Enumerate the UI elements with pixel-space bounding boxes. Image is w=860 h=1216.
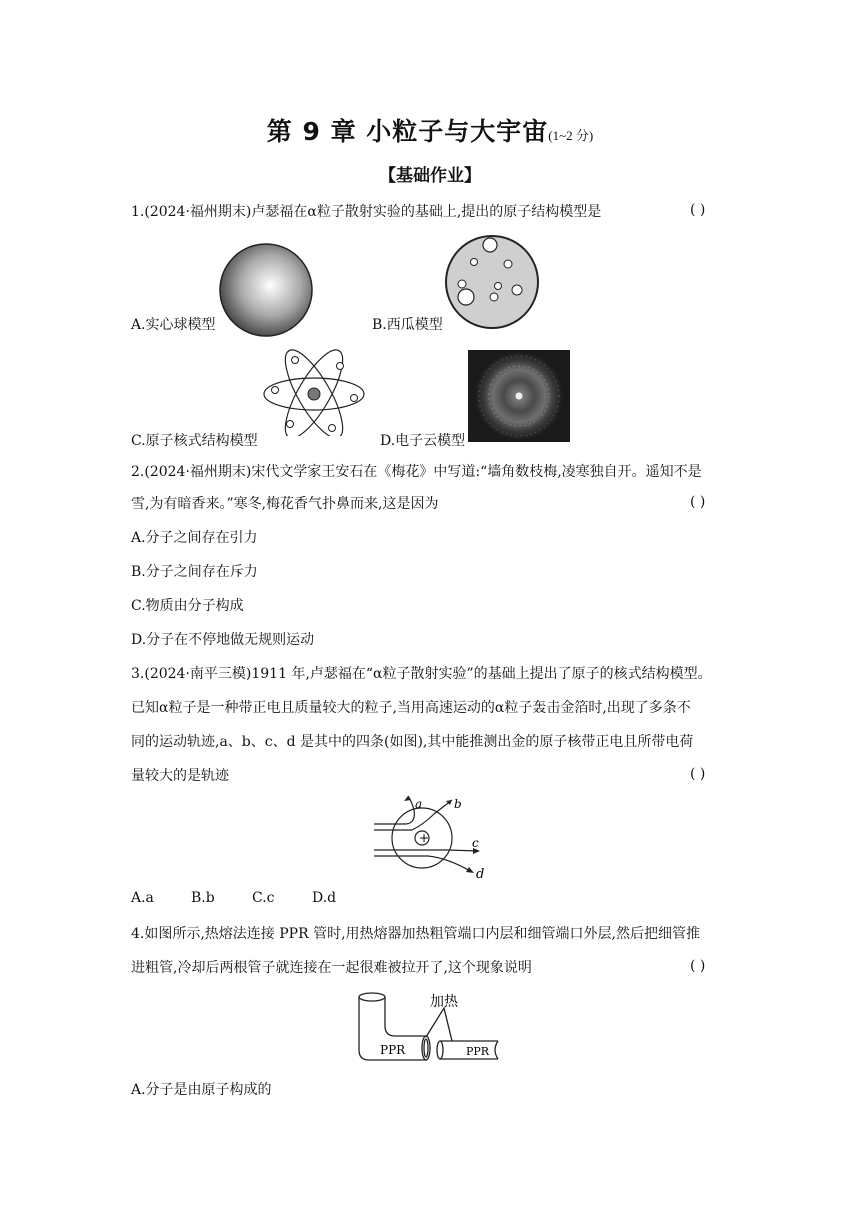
ppr-pipe-diagram bbox=[352, 988, 504, 1066]
q4-stem-line-2: 进粗管,冷却后两根管子就连接在一起很难被拉开了,这个现象说明 bbox=[131, 960, 532, 976]
alpha-scattering-diagram bbox=[368, 790, 498, 882]
q2-answer-blank: ( ) bbox=[690, 494, 706, 510]
q1-option-a: A.实心球模型 bbox=[131, 317, 216, 333]
q3-option-b: B.b bbox=[191, 890, 215, 906]
q1-stem: 1.(2024·福州期末)卢瑟福在α粒子散射实验的基础上,提出的原子结构模型是 bbox=[131, 204, 602, 220]
q1-answer-blank: ( ) bbox=[690, 202, 706, 218]
q3-option-c: C.c bbox=[252, 890, 275, 906]
heat-label: 加热 bbox=[430, 994, 458, 1010]
track-d-label: d bbox=[476, 867, 485, 882]
title-main: 第 9 章 小粒子与大宇宙 bbox=[266, 117, 549, 146]
q2-option-d: D.分子在不停地做无规则运动 bbox=[131, 632, 315, 648]
q3-answer-blank: ( ) bbox=[690, 766, 706, 782]
q4-option-a: A.分子是由原子构成的 bbox=[131, 1082, 272, 1098]
track-b-label: b bbox=[454, 797, 462, 811]
plum-pudding-model-image bbox=[444, 234, 540, 330]
pipe2-label: PPR bbox=[466, 1045, 490, 1058]
q1-option-b: B.西瓜模型 bbox=[372, 317, 443, 333]
q2-option-a: A.分子之间存在引力 bbox=[131, 530, 258, 546]
q2-stem-line-1: 2.(2024·福州期末)宋代文学家王安石在《梅花》中写道:“墙角数枝梅,凌寒独自开。遥知不是 bbox=[131, 464, 702, 480]
q2-option-b: B.分子之间存在斥力 bbox=[131, 564, 258, 580]
q3-stem-line-4: 量较大的是轨迹 bbox=[131, 768, 229, 784]
section-heading: 【基础作业】 bbox=[379, 166, 481, 186]
q3-stem-line-2: 已知α粒子是一种带正电且质量较大的粒子,当用高速运动的α粒子轰击金箔时,出现了多条不 bbox=[131, 700, 691, 716]
track-a-label: a bbox=[415, 797, 423, 811]
q3-stem-line-3: 同的运动轨迹,a、b、c、d 是其中的四条(如图),其中能推测出金的原子核带正电且所带电荷 bbox=[131, 734, 694, 750]
q1-option-d: D.电子云模型 bbox=[380, 433, 466, 449]
q3-option-d: D.d bbox=[312, 890, 337, 906]
q3-option-a: A.a bbox=[131, 890, 154, 906]
q4-stem-line-1: 4.如图所示,热熔法连接 PPR 管时,用热熔器加热粗管端口内层和细管端口外层,然后把细管推 bbox=[131, 926, 700, 942]
q2-option-c: C.物质由分子构成 bbox=[131, 598, 244, 614]
q1-option-c: C.原子核式结构模型 bbox=[131, 433, 258, 449]
electron-cloud-model-image bbox=[468, 350, 570, 442]
nuclear-atom-model-image bbox=[262, 344, 366, 436]
pipe1-label: PPR bbox=[380, 1043, 406, 1057]
nucleus-plus-label: + bbox=[419, 831, 430, 845]
solid-sphere-model-image bbox=[218, 242, 314, 338]
title-note: (1~2 分) bbox=[548, 128, 594, 143]
page-title bbox=[0, 112, 860, 148]
q3-stem-line-1: 3.(2024·南平三模)1911 年,卢瑟福在“α粒子散射实验”的基础上提出了原子的核式结构模型。 bbox=[131, 666, 712, 682]
track-c-label: c bbox=[472, 836, 479, 850]
q2-stem-line-2: 雪,为有暗香来。”寒冬,梅花香气扑鼻而来,这是因为 bbox=[131, 496, 439, 512]
q4-answer-blank: ( ) bbox=[690, 958, 706, 974]
